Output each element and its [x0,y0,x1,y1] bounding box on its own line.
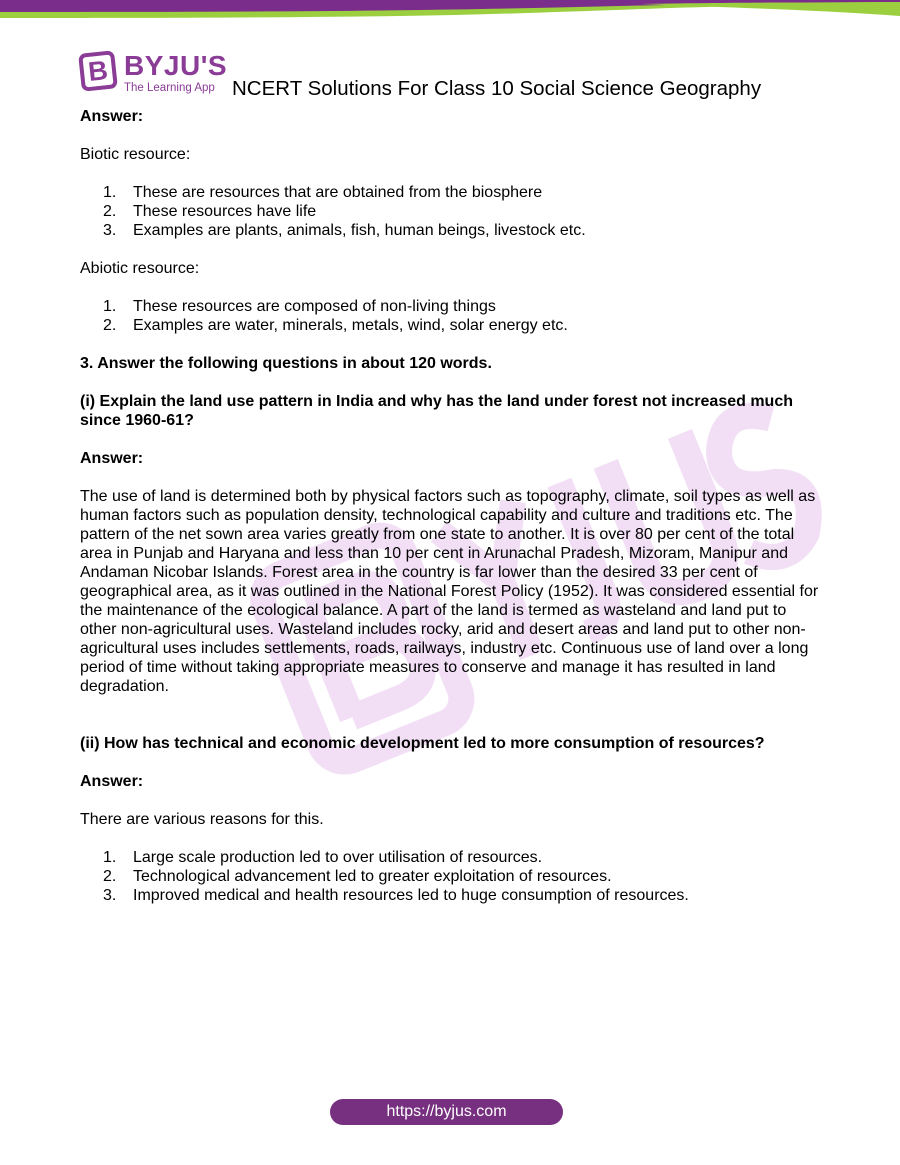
answer-label: Answer: [80,450,144,467]
biotic-list [80,183,820,240]
question-2: (ii) How has technical and economic development led to more consumption of resources? [80,735,765,752]
answer-2-intro: There are various reasons for this. [80,811,324,828]
document-content [80,107,820,905]
logo-brand-text: BYJU'S [124,50,228,81]
list-item: 2. Technological advancement led to greater exploitation of resources. [103,868,612,885]
answer-1-paragraph: The use of land is determined both by physical factors such as topography, climate, soil types as well as human factors such as population density, technological capability and culture and traditions etc. The pattern of the net sown area varies greatly from one state to another. It is over 80 per cent of the total area in Punjab and Haryana and less than 10 per cent in Arunachal Pradesh, Mizoram, Manipur and Andaman Nicobar Islands. Forest area in the country is far lower than the desired 33 per cent of geographical area, as it was outlined in the National Forest Policy (1952). It was considered essential for the maintenance of the ecological balance. A part of the land is termed as wasteland and land put to other non-agricultural uses. Wasteland includes rocky, arid and desert areas and land put to other non-agricultural uses includes settlements, roads, railways, industry etc. Continuous use of land over a long period of time without taking appropriate measures to conserve and manage it has resulted in land degradation. [80,488,819,695]
question-1: (i) Explain the land use pattern in India and why has the land under forest not increased much since 1960-61? [80,393,793,429]
footer-url-link[interactable]: https://byjus.com [330,1099,563,1125]
list-item: 2. Examples are water, minerals, metals, wind, solar energy etc. [103,317,568,334]
list-item: 1. These resources are composed of non-living things [103,298,496,315]
abiotic-list [80,297,820,335]
answer-label: Answer: [80,108,144,125]
list-item: 1. These are resources that are obtained from the biosphere [103,184,543,201]
logo-b-icon: B [78,50,118,92]
abiotic-heading: Abiotic resource: [80,260,200,277]
biotic-heading: Biotic resource: [80,146,191,163]
top-decorative-bar [0,0,900,30]
list-item: 3. Improved medical and health resources led to huge consumption of resources. [103,887,689,904]
list-item: 1. Large scale production led to over utilisation of resources. [103,849,543,866]
logo-tagline: The Learning App [124,82,215,94]
byjus-logo[interactable] [80,52,227,94]
page-title: NCERT Solutions For Class 10 Social Science Geography [232,77,762,100]
answer-label: Answer: [80,773,144,790]
list-item: 2. These resources have life [103,203,317,220]
section-heading: 3. Answer the following questions in about 120 words. [80,355,492,372]
list-item: 3. Examples are plants, animals, fish, human beings, livestock etc. [103,222,586,239]
answer-2-list [80,848,820,905]
